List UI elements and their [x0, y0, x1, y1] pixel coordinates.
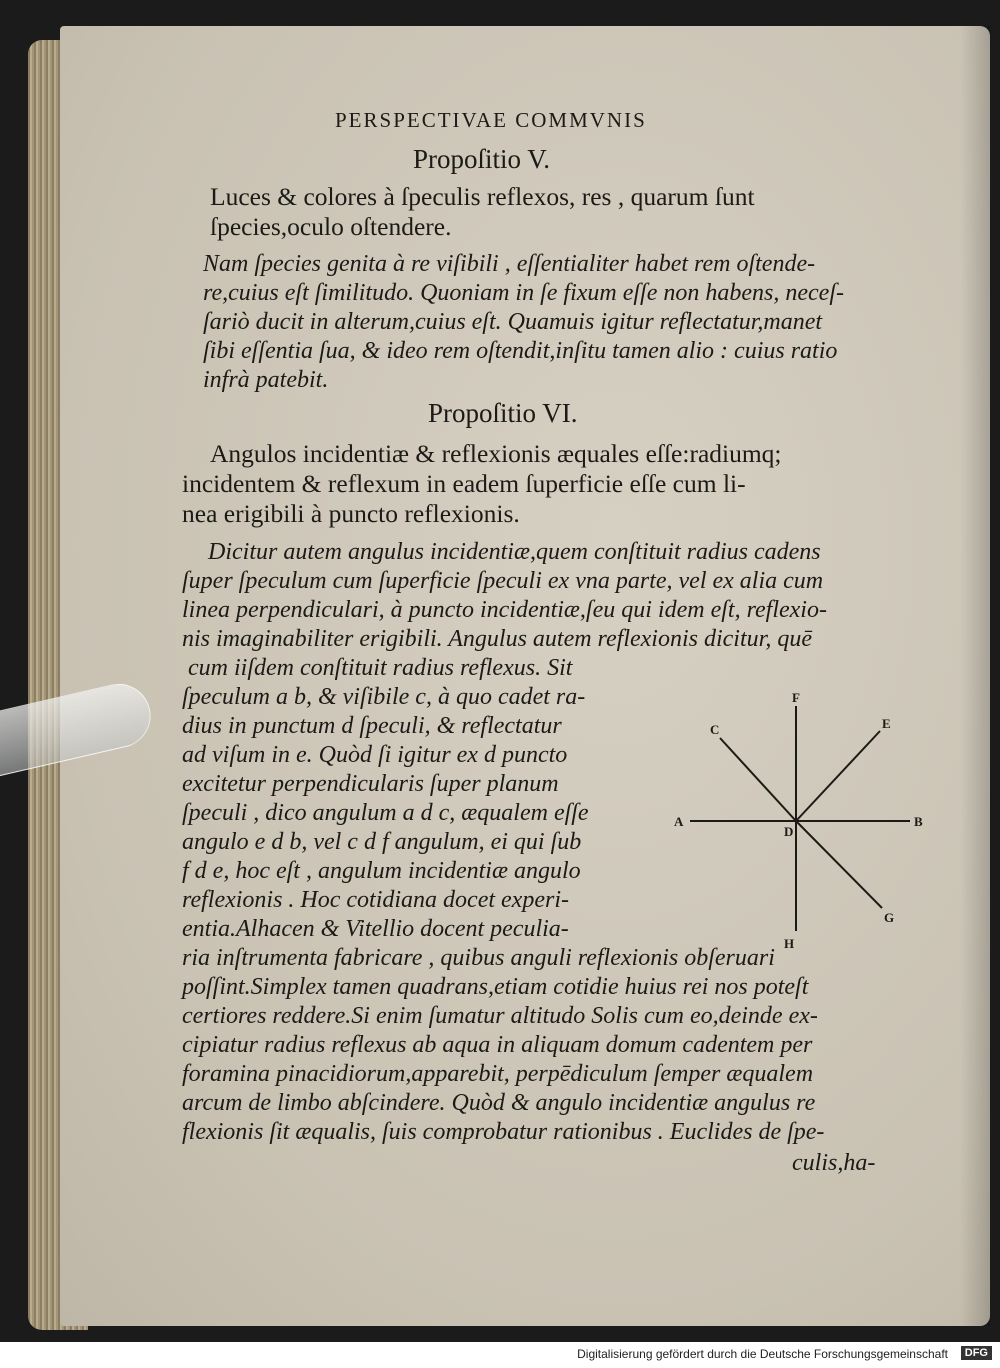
proposition-6-heading: Propoſitio VI. [428, 398, 578, 428]
footer-credit: Digitalisierung gefördert durch die Deutsche Forschungsgemeinschaft [577, 1347, 948, 1361]
label-d: D [784, 824, 794, 839]
proposition-5-statement-line: Luces & colores à ſpeculis reflexos, res , quarum ſunt [210, 182, 755, 211]
proposition-6-commentary-line: nis imaginabiliter erigibili. Angulus autem reflexionis dicitur, quē [182, 626, 812, 652]
label-b: B [914, 814, 923, 829]
proposition-6-tail-line: poſſint.Simplex tamen quadrans,etiam cotidie huius rei nos poteſt [182, 974, 809, 1000]
proposition-5-commentary-line: ſariò ducit in alterum,cuius eſt. Quamuis igitur reflectatur,manet [203, 309, 823, 335]
proposition-5-heading: Propoſitio V. [413, 144, 551, 174]
label-a: A [674, 814, 684, 829]
proposition-6-narrow-line: ſpeculi , dico angulum a d c, æqualem eſſe [182, 800, 589, 826]
proposition-6-commentary-line: ſuper ſpeculum cum ſuperficie ſpeculi ex vna parte, vel ex alia cum [182, 568, 824, 594]
proposition-6-narrow-line: reflexionis . Hoc cotidiana docet experi- [182, 887, 569, 913]
proposition-6-statement-line: Angulos incidentiæ & reflexionis æquales eſſe:radiumq; [210, 439, 782, 468]
proposition-6-tail-line: cipiatur radius reflexus ab aqua in aliquam domum cadentem per [182, 1032, 813, 1058]
dfg-logo: DFG [961, 1346, 992, 1360]
incident-ray-cd [720, 738, 796, 821]
page-gutter-shadow [960, 26, 990, 1326]
proposition-5-statement-line: ſpecies,oculo oſtendere. [210, 212, 452, 241]
proposition-6-statement-line: incidentem & reflexum in eadem ſuperficie eſſe cum li- [182, 469, 746, 498]
proposition-6-narrow-line: angulo e d b, vel c d f angulum, ei qui ſub [182, 829, 582, 855]
proposition-6-tail-line: certiores reddere.Si enim ſumatur altitudo Solis cum eo,deinde ex- [182, 1003, 818, 1029]
proposition-6-narrow-line: ad viſum in e. Quòd ſi igitur ex d puncto [182, 742, 568, 768]
proposition-5-commentary-line: ſibi eſſentia ſua, & ideo rem oſtendit,inſitu tamen alio : cuius ratio [203, 338, 838, 364]
proposition-6-narrow-line: f d e, hoc eſt , angulum incidentiæ angulo [182, 858, 581, 884]
proposition-6-tail-line: foramina pinacidiorum,apparebit, perpēdiculum ſemper æqualem [182, 1061, 814, 1087]
proposition-5-commentary-line: Nam ſpecies genita à re viſibili , eſſentialiter habet rem oſtende- [203, 251, 816, 277]
proposition-6-commentary-line: linea perpendiculari, à puncto incidentiæ,ſeu qui idem eſt, reflexio- [182, 597, 827, 623]
label-h: H [784, 936, 795, 951]
proposition-6-narrow-line: entia.Alhacen & Vitellio docent peculia- [182, 916, 569, 942]
reflection-angle-diagram [672, 686, 942, 966]
proposition-6-tail-line: ria inſtrumenta fabricare , quibus anguli reflexionis obſeruari [182, 945, 775, 971]
running-head: PERSPECTIVAE COMMVNIS [335, 108, 647, 132]
proposition-5-commentary-line: infrà patebit. [203, 367, 329, 393]
proposition-6-commentary-line: Dicitur autem angulus incidentiæ,quem conſtituit radius cadens [208, 539, 821, 565]
proposition-6-narrow-line: ſpeculum a b, & viſibile c, à quo cadet ra- [182, 684, 586, 710]
proposition-6-narrow-line: cum iiſdem conſtituit radius reflexus. Sit [188, 655, 573, 681]
label-g: G [884, 910, 895, 925]
label-e: E [882, 716, 891, 731]
ray-dg [796, 821, 882, 908]
proposition-6-narrow-line: excitetur perpendicularis ſuper planum [182, 771, 559, 797]
proposition-6-tail-line: arcum de limbo abſcindere. Quòd & angulo incidentiæ angulus re [182, 1090, 816, 1116]
book-page [60, 26, 990, 1326]
label-c: C [710, 722, 720, 737]
proposition-5-commentary-line: re,cuius eſt ſimilitudo. Quoniam in ſe fixum eſſe non habens, neceſ- [203, 280, 844, 306]
label-f: F [792, 690, 800, 705]
reflected-ray-de [796, 731, 880, 821]
footer-bar [0, 1342, 1000, 1368]
catchword: culis,ha- [792, 1150, 876, 1176]
proposition-6-tail-line: flexionis ſit æqualis, ſuis comprobatur rationibus . Euclides de ſpe- [182, 1119, 825, 1145]
proposition-6-statement-line: nea erigibili à puncto reflexionis. [182, 499, 520, 528]
proposition-6-narrow-line: dius in punctum d ſpeculi, & reflectatur [182, 713, 562, 739]
